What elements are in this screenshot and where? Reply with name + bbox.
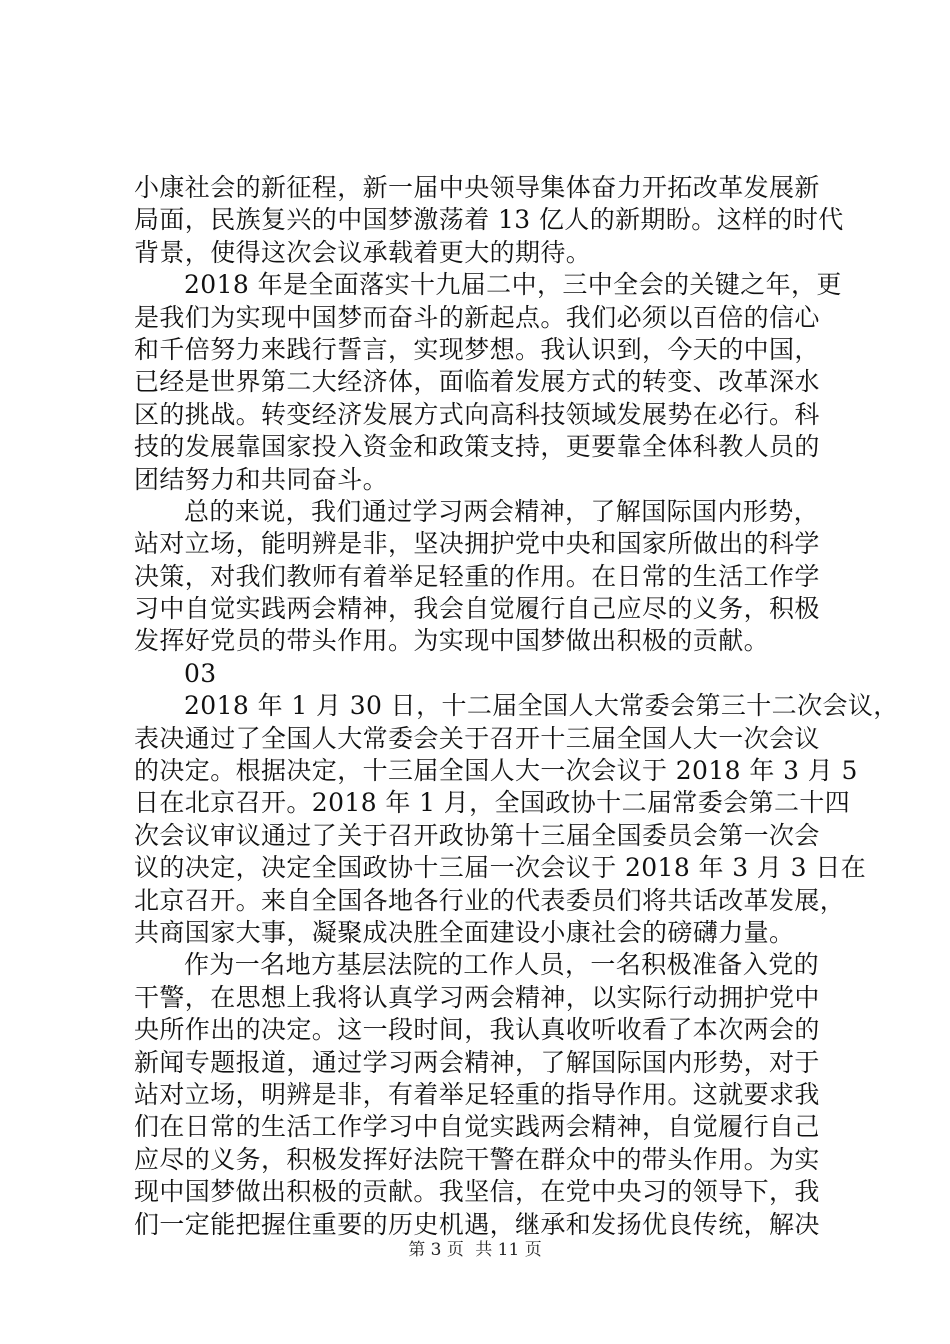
text-line: 是我们为实现中国梦而奋斗的新起点。我们必须以百倍的信心 — [134, 302, 820, 332]
text-line: 现中国梦做出积极的贡献。我坚信，在党中央习的领导下，我 — [134, 1177, 820, 1207]
text-line: 2018 年是全面落实十九届二中，三中全会的关键之年，更 — [184, 270, 842, 300]
text-line: 作为一名地方基层法院的工作人员，一名积极准备入党的 — [184, 950, 820, 980]
page-footer — [0, 1240, 950, 1260]
text-line: 站对立场，能明辨是非，坚决拥护党中央和国家所做出的科学 — [134, 529, 820, 559]
text-line: 和千倍努力来践行誓言，实现梦想。我认识到，今天的中国， — [134, 334, 820, 364]
text-line: 03 — [184, 658, 217, 688]
text-line: 次会议审议通过了关于召开政协第十三届全国委员会第一次会 — [134, 820, 820, 850]
page-number: 第 3 页 — [408, 1240, 464, 1260]
text-line: 央所作出的决定。这一段时间，我认真收听收看了本次两会的 — [134, 1015, 820, 1045]
text-line: 北京召开。来自全国各地各行业的代表委员们将共话改革发展， — [134, 885, 846, 915]
text-line: 新闻专题报道，通过学习两会精神，了解国际国内形势，对于 — [134, 1047, 820, 1077]
text-line: 技的发展靠国家投入资金和政策支持，更要靠全体科教人员的 — [134, 432, 820, 462]
text-line: 团结努力和共同奋斗。 — [134, 464, 389, 494]
text-line: 决策，对我们教师有着举足轻重的作用。在日常的生活工作学 — [134, 561, 820, 591]
document-body — [134, 172, 899, 1241]
text-line: 议的决定，决定全国政协十三届一次会议于 2018 年 3 月 3 日在 — [134, 853, 867, 883]
text-line: 站对立场，明辨是非，有着举足轻重的指导作用。这就要求我 — [134, 1079, 820, 1109]
text-line: 发挥好党员的带头作用。为实现中国梦做出积极的贡献。 — [134, 626, 770, 656]
text-line: 共商国家大事，凝聚成决胜全面建设小康社会的磅礴力量。 — [134, 917, 795, 947]
text-line: 表决通过了全国人大常委会关于召开十三届全国人大一次会议 — [134, 723, 820, 753]
text-line: 小康社会的新征程，新一届中央领导集体奋力开拓改革发展新 — [134, 173, 820, 202]
text-line: 的决定。根据决定，十三届全国人大一次会议于 2018 年 3 月 5 — [134, 756, 858, 786]
text-line: 局面，民族复兴的中国梦激荡着 13 亿人的新期盼。这样的时代 — [134, 205, 844, 235]
text-line: 区的挑战。转变经济发展方式向高科技领域发展势在必行。科 — [134, 399, 820, 429]
text-line: 日在北京召开。2018 年 1 月，全国政协十二届常委会第二十四 — [134, 788, 851, 818]
text-line: 们在日常的生活工作学习中自觉实践两会精神，自觉履行自己 — [134, 1112, 820, 1142]
text-line: 总的来说，我们通过学习两会精神，了解国际国内形势， — [184, 496, 820, 526]
text-line: 习中自觉实践两会精神，我会自觉履行自己应尽的义务，积极 — [134, 594, 820, 624]
text-line: 应尽的义务，积极发挥好法院干警在群众中的带头作用。为实 — [134, 1144, 820, 1174]
text-line: 已经是世界第二大经济体，面临着发展方式的转变、改革深水 — [134, 367, 820, 397]
page-total: 共 11 页 — [475, 1240, 542, 1260]
text-line: 们一定能把握住重要的历史机遇，继承和发扬优良传统，解决 — [134, 1209, 820, 1239]
text-line: 2018 年 1 月 30 日，十二届全国人大常委会第三十二次会议， — [184, 691, 899, 721]
text-line: 干警，在思想上我将认真学习两会精神，以实际行动拥护党中 — [134, 982, 820, 1012]
text-line: 背景，使得这次会议承载着更大的期待。 — [134, 237, 592, 267]
